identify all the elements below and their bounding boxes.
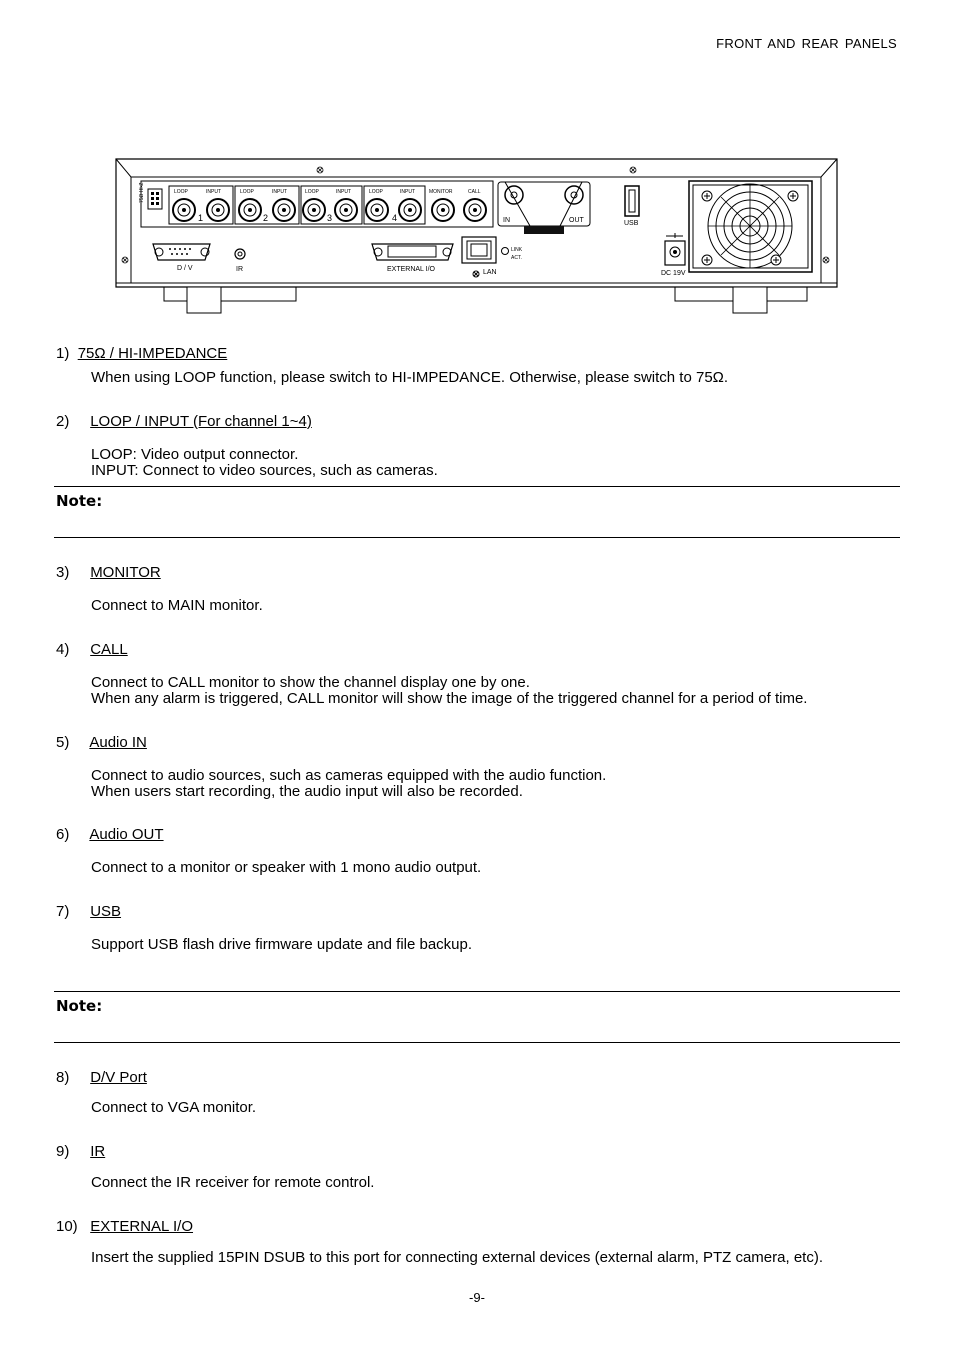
item-title: USB [90,903,122,920]
item-usb-body [91,937,472,953]
item-title: D/V Port [90,1069,147,1086]
item-number: 6) [56,826,70,843]
item-text: When users start recording, the audio input will also be recorded. [91,782,523,800]
item-number: 8) [56,1069,70,1086]
item-impedance-body [91,370,728,386]
input-label: INPUT [206,189,221,195]
item-text: Connect to VGA monitor. [91,1099,257,1116]
item-loop-input-body [91,447,438,478]
item-usb [56,903,121,920]
channel-group-3 [301,186,362,224]
loop-label: LOOP [240,189,254,195]
item-number: 1) [56,345,70,362]
dc-label: DC 19V [661,270,686,277]
item-title: CALL [90,641,128,658]
item-text: Connect to MAIN monitor. [91,597,263,614]
item-text: Support USB flash drive firmware update and file backup. [91,936,473,953]
item-number: 5) [56,734,70,751]
item-call [56,641,128,658]
note-box [54,486,900,538]
item-title: Audio IN [89,734,147,751]
item-loop-input [56,413,312,430]
ir-label: IR [236,266,243,273]
note-box [54,991,900,1043]
channel-group-4 [364,186,425,224]
monitor-label: MONITOR [429,189,453,195]
loop-label: LOOP [369,189,383,195]
item-impedance [56,345,227,362]
item-audio-in-body [91,768,606,799]
item-audio-in [56,734,147,751]
item-dv-port-body [91,1100,256,1116]
item-monitor [56,564,161,581]
impedance-switch-label: 75Ω HI-Z [139,182,145,203]
loop-label: LOOP [174,189,188,195]
link-label: LINK [511,247,523,253]
lan-label: LAN [483,269,497,276]
note-label: Note: [56,492,103,510]
item-title: EXTERNAL I/O [90,1218,194,1235]
channel-group-1 [169,186,233,224]
dv-label: D / V [177,265,193,272]
item-dv-port [56,1069,147,1086]
item-ir [56,1143,105,1160]
item-text: Connect to audio sources, such as cameras equipped with the audio function. [91,767,607,784]
audio-in-connector [505,186,523,204]
rear-panel-diagram [0,0,954,340]
audio-out-connector [565,186,583,204]
item-text: INPUT: Connect to video sources, such as cameras. [91,461,438,479]
item-title: Audio OUT [89,826,164,843]
channel-number: 3 [327,213,333,223]
item-text: When any alarm is triggered, CALL monitor will show the image of the triggered channel for a period of time. [91,689,808,707]
item-number: 10) [56,1218,78,1235]
input-label: INPUT [400,189,415,195]
item-text: Connect the IR receiver for remote control. [91,1174,375,1191]
external-io-label: EXTERNAL I/O [387,266,435,273]
channel-number: 2 [263,213,269,223]
loop-label: LOOP [305,189,319,195]
item-number: 9) [56,1143,70,1160]
item-audio-out-body [91,860,481,876]
item-text: Connect to CALL monitor to show the channel display one by one. [91,674,530,691]
usb-label: USB [624,220,639,227]
channel-group-2 [235,186,299,224]
audio-out-label: OUT [569,217,584,224]
item-title: 75Ω / HI-IMPEDANCE [77,345,228,362]
item-number: 4) [56,641,70,658]
item-title: IR [90,1143,106,1160]
item-title: LOOP / INPUT (For channel 1~4) [90,413,312,430]
item-text: When using LOOP function, please switch to HI-IMPEDANCE. Otherwise, please switch to 75Ω. [91,369,729,386]
item-title: MONITOR [90,564,161,581]
page-number: -9- [469,1290,485,1305]
ir-port [235,249,245,259]
item-text: LOOP: Video output connector. [91,446,299,463]
call-label: CALL [468,189,481,195]
channel-number: 1 [198,213,204,223]
note-label: Note: [56,997,103,1015]
item-audio-out [56,826,164,843]
input-label: INPUT [336,189,351,195]
section-header: FRONT AND REAR PANELS [716,36,897,51]
item-call-body [91,675,807,706]
channel-number: 4 [392,213,398,223]
item-external-io-body [91,1250,823,1266]
item-number: 2) [56,413,70,430]
item-number: 3) [56,564,70,581]
item-monitor-body [91,598,263,614]
item-text: Connect to a monitor or speaker with 1 mono audio output. [91,859,482,876]
item-external-io [56,1218,193,1235]
input-label: INPUT [272,189,287,195]
item-text: Insert the supplied 15PIN DSUB to this port for connecting external devices (external alarm, PTZ camera, etc). [91,1249,823,1266]
item-ir-body [91,1175,374,1191]
audio-in-label: IN [503,217,510,224]
fan-grille [689,181,812,272]
item-number: 7) [56,903,70,920]
act-label: ACT. [511,255,522,261]
